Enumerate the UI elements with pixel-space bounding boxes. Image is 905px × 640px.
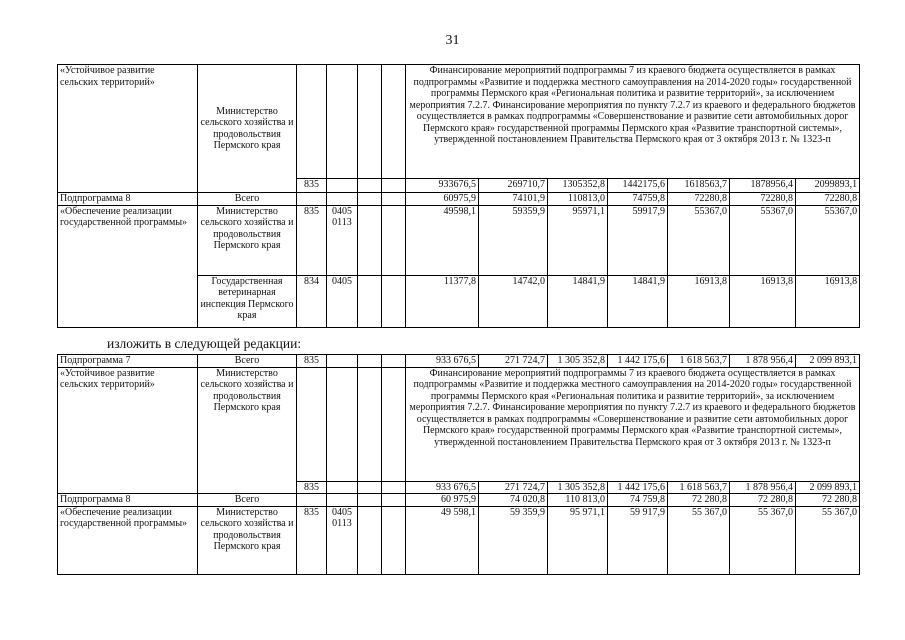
new-sub8-ministry-label: Министерство сельского хозяйства и продовольствия Пермского края: [198, 506, 297, 574]
old-sub8-total-value: 72280,8: [730, 193, 796, 206]
new-sub7-total-value: 1 305 352,8: [548, 355, 608, 368]
new-sub7-total-value: 2 099 893,1: [796, 355, 860, 368]
old-sub7-value: 1618563,7: [668, 179, 730, 193]
new-sub7-total-code: 835: [297, 355, 327, 368]
old-table: [57, 64, 860, 328]
new-sub8-total-value: 74 020,8: [479, 494, 548, 507]
new-sub8-total-value: 72 280,8: [796, 494, 860, 507]
page-number: 31: [445, 33, 460, 48]
old-sub8-vet-label: Государственная ветеринарная инспекция Пермского края: [198, 275, 297, 327]
new-sub8-ministry-value: 55 367,0: [796, 506, 860, 574]
old-sub8-ministry-code: 835: [297, 205, 327, 275]
old-sub7-code: 835: [297, 179, 327, 193]
old-sub8-name: «Обеспечение реализации государственной программы»: [58, 205, 198, 327]
new-sub8-ministry-value: 49 598,1: [406, 506, 479, 574]
new-sub7-sum-value: 1 618 563,7: [668, 481, 730, 494]
new-sub7-ministry: Министерство сельского хозяйства и продовольствия Пермского края: [198, 367, 297, 494]
new-sub7-total-value: 933 676,5: [406, 355, 479, 368]
new-sub8-total-value: 110 813,0: [548, 494, 608, 507]
new-table: [57, 354, 860, 575]
amendment-heading: изложить в следующей редакции:: [107, 336, 302, 351]
new-sub8-ministry-value: 55 367,0: [730, 506, 796, 574]
old-sub8-total-value: 72280,8: [668, 193, 730, 206]
old-sub8-ministry-value: 49598,1: [406, 205, 479, 275]
old-sub8-vet-value: 14841,9: [548, 275, 608, 327]
old-sub8-total-value: 74101,9: [479, 193, 548, 206]
new-sub7-total-value: 1 878 956,4: [730, 355, 796, 368]
new-sub8-ministry-value: 95 971,1: [548, 506, 608, 574]
new-sub8-ministry-section: 0405 0113: [327, 506, 358, 574]
old-sub8-total-value: 74759,8: [608, 193, 668, 206]
old-sub8-vet-value: 14742,0: [479, 275, 548, 327]
new-sub8-ministry-value: 59 917,9: [608, 506, 668, 574]
old-sub8-vet-code: 834: [297, 275, 327, 327]
old-sub7-value: 1878956,4: [730, 179, 796, 193]
old-sub8-ministry-value: 59917,9: [608, 205, 668, 275]
new-sub8-total-label: Всего: [198, 494, 297, 507]
old-sub8-total-label: Всего: [198, 193, 297, 206]
new-sub8-name: «Обеспечение реализации государственной программы»: [58, 506, 198, 574]
old-sub8-vet-value: 16913,8: [668, 275, 730, 327]
old-sub8-ministry-value: 55367,0: [668, 205, 730, 275]
old-sub8-ministry-value: 55367,0: [796, 205, 860, 275]
old-sub8-total-value: 72280,8: [796, 193, 860, 206]
new-sub7-total-value: 1 618 563,7: [668, 355, 730, 368]
old-sub7-value: 1305352,8: [548, 179, 608, 193]
old-funding-note: Финансирование мероприятий подпрограммы 7 из краевого бюджета осуществляется в рамках подпрограммы «Развитие и поддержка местного самоуправления на 2014-2020 годы» государственной программы Пермского края «Региональная политика и развитие территорий», за исключением мероприятия 7.2.7. Финансирование мероприятия по пункту 7.2.7 из краевого и федерального бюджетов осуществляется в рамках подпрограммы «Совершенствование и развитие сети автомобильных дорог Пермского края» государственной программы Пермского края «Развитие транспортной системы», утвержденной постановлением Правительства Пермского края от 3 октября 2013 г. № 1323-п: [406, 65, 860, 179]
new-sub7-name: «Устойчивое развитие сельских территорий»: [58, 367, 198, 494]
new-sub7-sum-value: 1 878 956,4: [730, 481, 796, 494]
old-sub8-total-value: 60975,9: [406, 193, 479, 206]
old-sub7-ministry: Министерство сельского хозяйства и продовольствия Пермского края: [198, 65, 297, 193]
old-sub8-vet-value: 11377,8: [406, 275, 479, 327]
old-sub7-value: 1442175,6: [608, 179, 668, 193]
old-sub8-ministry-value: 55367,0: [730, 205, 796, 275]
new-sub8-ministry-code: 835: [297, 506, 327, 574]
new-sub7-sum-value: 271 724,7: [479, 481, 548, 494]
old-sub8-label: Подпрограмма 8: [58, 193, 198, 206]
new-sub8-total-value: 72 280,8: [730, 494, 796, 507]
new-sub8-total-value: 72 280,8: [668, 494, 730, 507]
new-sub7-label: Подпрограмма 7: [58, 355, 198, 368]
old-sub8-total-value: 110813,0: [548, 193, 608, 206]
new-sub8-total-value: 74 759,8: [608, 494, 668, 507]
new-sub7-total-label: Всего: [198, 355, 297, 368]
new-sub7-sum-value: 2 099 893,1: [796, 481, 860, 494]
new-sub7-total-value: 271 724,7: [479, 355, 548, 368]
old-sub7-value: 269710,7: [479, 179, 548, 193]
new-sub7-sum-code: 835: [297, 481, 327, 494]
new-sub8-ministry-value: 59 359,9: [479, 506, 548, 574]
new-sub7-sum-value: 1 305 352,8: [548, 481, 608, 494]
old-sub8-ministry-section: 0405 0113: [327, 205, 358, 275]
old-sub8-ministry-value: 95971,1: [548, 205, 608, 275]
new-sub7-sum-value: 1 442 175,6: [608, 481, 668, 494]
new-sub8-label: Подпрограмма 8: [58, 494, 198, 507]
new-funding-note: Финансирование мероприятий подпрограммы 7 из краевого бюджета осуществляется в рамках подпрограммы «Развитие и поддержка местного самоуправления на 2014-2020 годы» государственной программы Пермского края «Региональная политика и развитие территорий», за исключением мероприятия 7.2.7. Финансирование мероприятия по пункту 7.2.7 из краевого и федерального бюджетов осуществляется в рамках подпрограммы «Совершенствование и развитие сети автомобильных дорог Пермского края» государственной программы Пермского края «Развитие транспортной системы», утвержденной постановлением Правительства Пермского края от 3 октября 2013 г. № 1323-п: [406, 367, 860, 481]
new-sub7-total-value: 1 442 175,6: [608, 355, 668, 368]
old-sub8-ministry-value: 59359,9: [479, 205, 548, 275]
new-sub8-ministry-value: 55 367,0: [668, 506, 730, 574]
new-sub7-sum-value: 933 676,5: [406, 481, 479, 494]
old-sub7-name: «Устойчивое развитие сельских территорий»: [58, 65, 198, 193]
old-sub7-value: 933676,5: [406, 179, 479, 193]
old-sub8-vet-value: 16913,8: [730, 275, 796, 327]
new-sub8-total-value: 60 975,9: [406, 494, 479, 507]
old-sub8-ministry-label: Министерство сельского хозяйства и продовольствия Пермского края: [198, 205, 297, 275]
old-sub8-vet-section: 0405: [327, 275, 358, 327]
old-sub8-vet-value: 16913,8: [796, 275, 860, 327]
old-sub8-vet-value: 14841,9: [608, 275, 668, 327]
old-sub7-value: 2099893,1: [796, 179, 860, 193]
